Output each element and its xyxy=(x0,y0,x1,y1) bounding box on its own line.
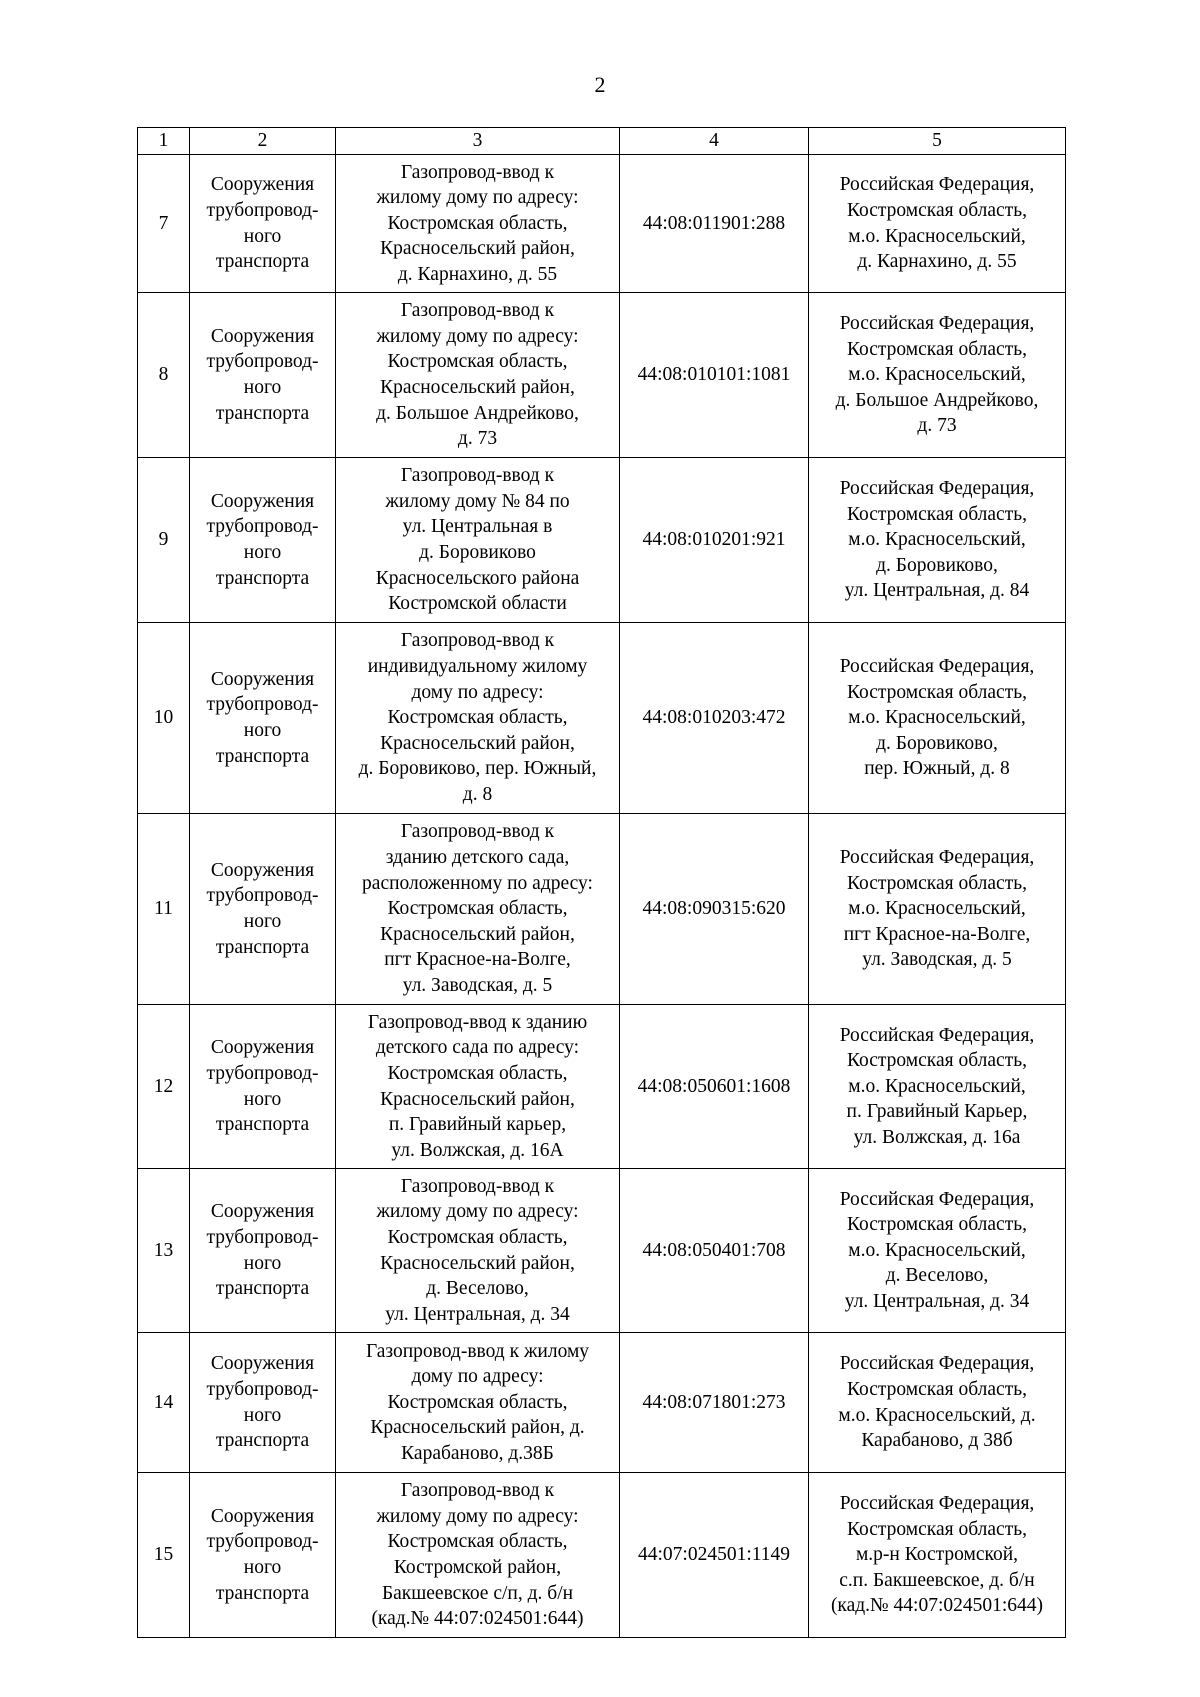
table-row xyxy=(138,623,1066,814)
table-row xyxy=(138,293,1066,458)
object-address: Российская Федерация, Костромская область, м.р-н Костромской, с.п. Бакшеевское, д. б/н (кад.№ 44:07:024501:644) xyxy=(809,1473,1066,1638)
column-number: 1 xyxy=(138,128,190,155)
cadastral-number: 44:08:010203:472 xyxy=(620,623,809,814)
object-name: Газопровод-ввод к зданию детского сада по адресу: Костромская область, Красносельский район, п. Гравийный карьер, ул. Волжская, д. 16А xyxy=(336,1005,620,1169)
object-name: Газопровод-ввод к зданию детского сада, расположенному по адресу: Костромская область, Красносельский район, пгт Красное-на-Волге, ул. Заводская, д. 5 xyxy=(336,814,620,1005)
table-row xyxy=(138,1333,1066,1473)
cadastral-number: 44:08:090315:620 xyxy=(620,814,809,1005)
table-row xyxy=(138,155,1066,293)
column-number: 3 xyxy=(336,128,620,155)
cadastral-number: 44:08:010101:1081 xyxy=(620,293,809,458)
object-name: Газопровод-ввод к индивидуальному жилому дому по адресу: Костромская область, Красносельский район, д. Боровиково, пер. Южный, д. 8 xyxy=(336,623,620,814)
row-number: 12 xyxy=(138,1005,190,1169)
object-address: Российская Федерация, Костромская область, м.о. Красносельский, д. Большое Андрейково, д. 73 xyxy=(809,293,1066,458)
object-type: Сооружения трубопровод- ного транспорта xyxy=(190,623,336,814)
row-number: 7 xyxy=(138,155,190,293)
object-type: Сооружения трубопровод- ного транспорта xyxy=(190,293,336,458)
table-row xyxy=(138,458,1066,623)
object-name: Газопровод-ввод к жилому дому по адресу: Костромская область, Красносельский район, д. Карабаново, д.38Б xyxy=(336,1333,620,1473)
row-number: 8 xyxy=(138,293,190,458)
object-address: Российская Федерация, Костромская область, м.о. Красносельский, д. Веселово, ул. Центральная, д. 34 xyxy=(809,1169,1066,1333)
cadastral-number: 44:08:050601:1608 xyxy=(620,1005,809,1169)
row-number: 11 xyxy=(138,814,190,1005)
object-address: Российская Федерация, Костромская область, м.о. Красносельский, д. Боровиково, пер. Южный, д. 8 xyxy=(809,623,1066,814)
row-number: 13 xyxy=(138,1169,190,1333)
row-number: 10 xyxy=(138,623,190,814)
cadastral-number: 44:08:011901:288 xyxy=(620,155,809,293)
object-type: Сооружения трубопровод- ного транспорта xyxy=(190,1005,336,1169)
object-type: Сооружения трубопровод- ного транспорта xyxy=(190,155,336,293)
table-row xyxy=(138,1473,1066,1638)
object-address: Российская Федерация, Костромская область, м.о. Красносельский, п. Гравийный Карьер, ул. Волжская, д. 16а xyxy=(809,1005,1066,1169)
column-number-row xyxy=(138,128,1066,155)
cadastral-number: 44:08:050401:708 xyxy=(620,1169,809,1333)
object-name: Газопровод-ввод к жилому дому № 84 по ул. Центральная в д. Боровиково Красносельского района Костромской области xyxy=(336,458,620,623)
cadastral-number: 44:08:010201:921 xyxy=(620,458,809,623)
object-name: Газопровод-ввод к жилому дому по адресу: Костромская область, Красносельский район, д. Карнахино, д. 55 xyxy=(336,155,620,293)
object-type: Сооружения трубопровод- ного транспорта xyxy=(190,1169,336,1333)
row-number: 14 xyxy=(138,1333,190,1473)
row-number: 15 xyxy=(138,1473,190,1638)
object-type: Сооружения трубопровод- ного транспорта xyxy=(190,458,336,623)
table-row xyxy=(138,1005,1066,1169)
column-number: 2 xyxy=(190,128,336,155)
object-address: Российская Федерация, Костромская область, м.о. Красносельский, пгт Красное-на-Волге, ул. Заводская, д. 5 xyxy=(809,814,1066,1005)
table-row xyxy=(138,814,1066,1005)
object-type: Сооружения трубопровод- ного транспорта xyxy=(190,1473,336,1638)
object-type: Сооружения трубопровод- ного транспорта xyxy=(190,814,336,1005)
column-number: 5 xyxy=(809,128,1066,155)
object-name: Газопровод-ввод к жилому дому по адресу: Костромская область, Костромской район, Бакшеевское с/п, д. б/н (кад.№ 44:07:024501:644) xyxy=(336,1473,620,1638)
page-number: 2 xyxy=(594,72,606,97)
row-number: 9 xyxy=(138,458,190,623)
object-name: Газопровод-ввод к жилому дому по адресу: Костромская область, Красносельский район, д. Большое Андрейково, д. 73 xyxy=(336,293,620,458)
object-address: Российская Федерация, Костромская область, м.о. Красносельский, д. Боровиково, ул. Центральная, д. 84 xyxy=(809,458,1066,623)
property-table xyxy=(137,127,1066,1638)
cadastral-number: 44:07:024501:1149 xyxy=(620,1473,809,1638)
object-type: Сооружения трубопровод- ного транспорта xyxy=(190,1333,336,1473)
object-name: Газопровод-ввод к жилому дому по адресу: Костромская область, Красносельский район, д. Веселово, ул. Центральная, д. 34 xyxy=(336,1169,620,1333)
column-number: 4 xyxy=(620,128,809,155)
cadastral-number: 44:08:071801:273 xyxy=(620,1333,809,1473)
table-row xyxy=(138,1169,1066,1333)
object-address: Российская Федерация, Костромская область, м.о. Красносельский, д. Карабаново, д 38б xyxy=(809,1333,1066,1473)
object-address: Российская Федерация, Костромская область, м.о. Красносельский, д. Карнахино, д. 55 xyxy=(809,155,1066,293)
